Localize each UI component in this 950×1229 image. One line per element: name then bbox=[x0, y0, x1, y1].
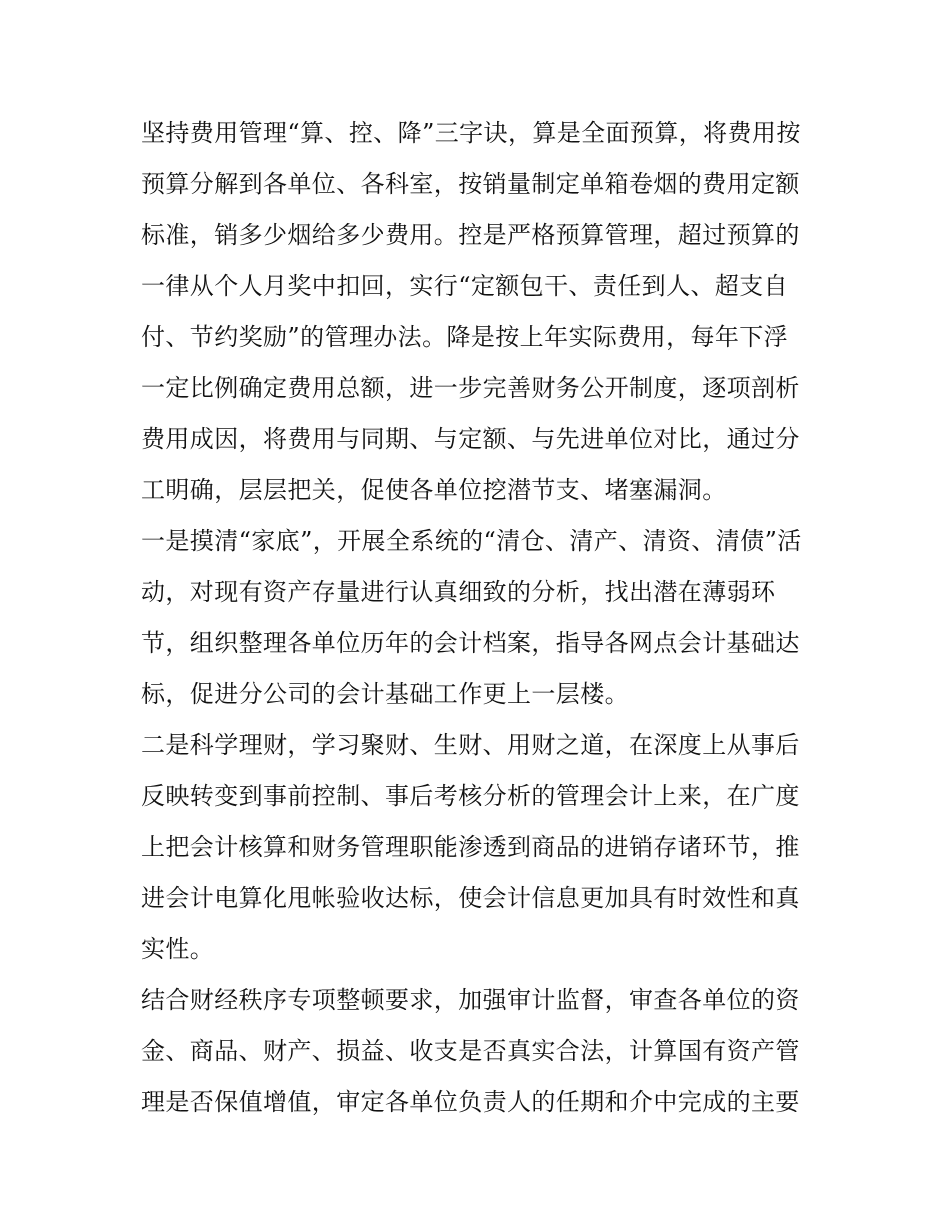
text-line: 费用成因，将费用与同期、与定额、与先进单位对比，通过分 bbox=[141, 425, 800, 453]
document-body bbox=[141, 108, 813, 1128]
text-line: 进会计电算化甩帐验收达标，使会计信息更加具有时效性和真 bbox=[141, 884, 800, 912]
paragraph-audit-supervision bbox=[141, 975, 813, 1128]
paragraph-financial-management bbox=[141, 720, 813, 975]
text-line: 动，对现有资产存量进行认真细致的分析，找出潜在薄弱环 bbox=[141, 578, 776, 606]
text-line: 一是摸清“家底”，开展全系统的“清仓、清产、清资、清债”活 bbox=[141, 527, 802, 555]
text-line: 一定比例确定费用总额，进一步完善财务公开制度，逐项剖析 bbox=[141, 374, 800, 402]
paragraph-asset-inventory bbox=[141, 516, 813, 720]
paragraph-expense-management bbox=[141, 108, 813, 516]
text-line: 二是科学理财，学习聚财、生财、用财之道，在深度上从事后 bbox=[141, 731, 800, 759]
text-line: 上把会计核算和财务管理职能渗透到商品的进销存诸环节，推 bbox=[141, 833, 800, 861]
text-line: 实性。 bbox=[141, 935, 215, 963]
text-line: 结合财经秩序专项整顿要求，加强审计监督，审查各单位的资 bbox=[141, 986, 800, 1014]
text-line: 工明确，层层把关，促使各单位挖潜节支、堵塞漏洞。 bbox=[141, 476, 727, 504]
text-line: 付、节约奖励”的管理办法。降是按上年实际费用，每年下浮 bbox=[141, 323, 789, 351]
text-line: 坚持费用管理“算、控、降”三字诀，算是全面预算，将费用按 bbox=[141, 119, 801, 147]
text-line: 标准，销多少烟给多少费用。控是严格预算管理，超过预算的 bbox=[141, 221, 800, 249]
text-line: 金、商品、财产、损益、收支是否真实合法，计算国有资产管 bbox=[141, 1037, 800, 1065]
text-line: 反映转变到事前控制、事后考核分析的管理会计上来，在广度 bbox=[141, 782, 800, 810]
text-line: 一律从个人月奖中扣回，实行“定额包干、责任到人、超支自 bbox=[141, 272, 789, 300]
text-line: 理是否保值增值，审定各单位负责人的任期和介中完成的主要 bbox=[141, 1088, 800, 1116]
text-line: 标，促进分公司的会计基础工作更上一层楼。 bbox=[141, 680, 629, 708]
text-line: 预算分解到各单位、各科室，按销量制定单箱卷烟的费用定额 bbox=[141, 170, 800, 198]
text-line: 节，组织整理各单位历年的会计档案，指导各网点会计基础达 bbox=[141, 629, 800, 657]
